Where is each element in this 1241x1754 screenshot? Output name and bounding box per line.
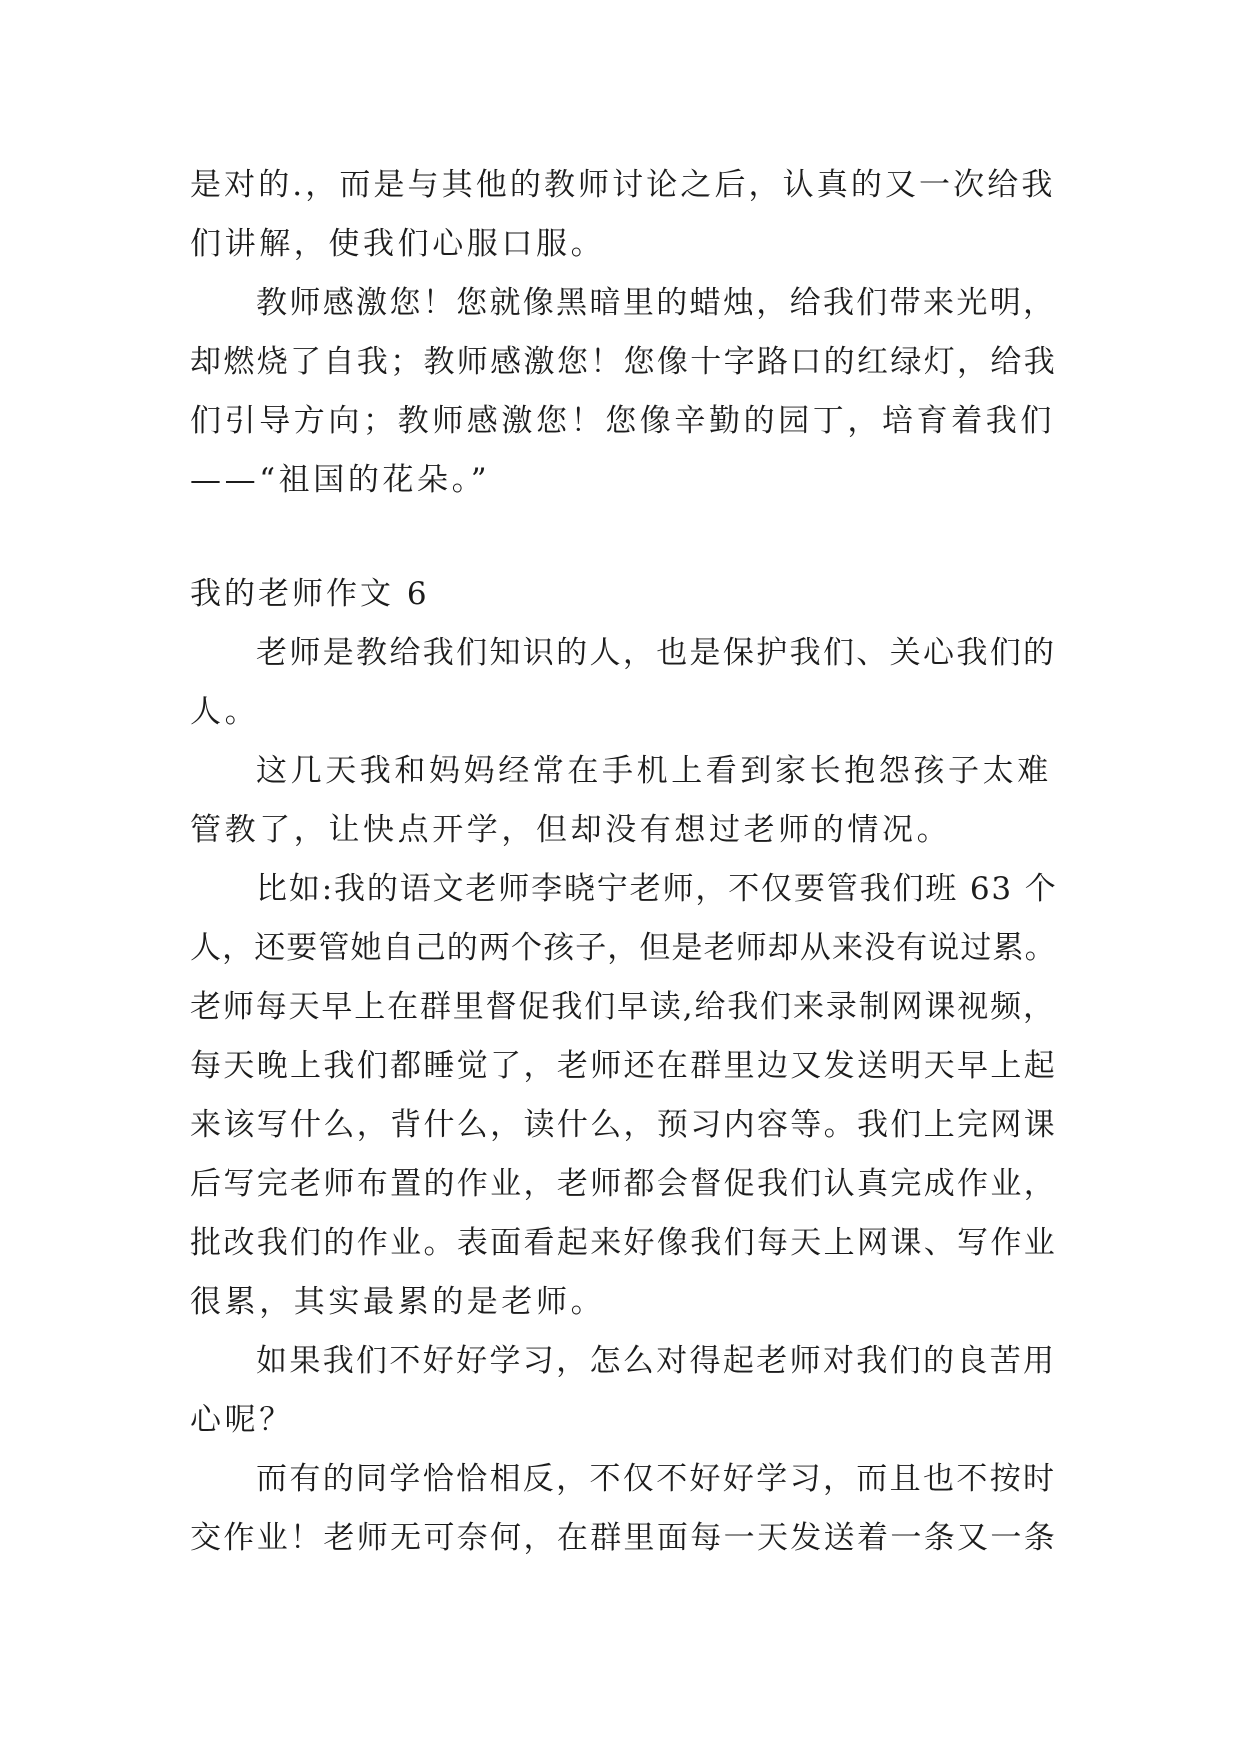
text-line: 老师是教给我们知识的人，也是保护我们、关心我们的	[256, 635, 1057, 671]
text-line: 们引导方向；教师感激您！您像辛勤的园丁，培育着我们	[190, 403, 1055, 439]
section-heading: 我的老师作文 6	[190, 576, 430, 612]
text-line: 这几天我和妈妈经常在手机上看到家长抱怨孩子太难	[256, 753, 1052, 789]
text-line: 比如:我的语文老师李晓宁老师，不仅要管我们班 63 个	[256, 871, 1058, 907]
text-line: 每天晚上我们都睡觉了，老师还在群里边又发送明天早上起	[190, 1048, 1058, 1084]
text-line: 批改我们的作业。表面看起来好像我们每天上网课、写作业	[190, 1225, 1058, 1261]
text-line: 人。	[190, 694, 260, 730]
text-line: 教师感激您！您就像黑暗里的蜡烛，给我们带来光明，	[256, 285, 1057, 321]
text-line: 而有的同学恰恰相反，不仅不好好学习，而且也不按时	[256, 1461, 1057, 1497]
text-line: 是对的.，而是与其他的教师讨论之后，认真的又一次给我	[190, 167, 1056, 203]
text-line: 后写完老师布置的作业，老师都会督促我们认真完成作业，	[190, 1166, 1058, 1202]
text-line: 老师每天早上在群里督促我们早读,给我们来录制网课视频，	[190, 989, 1056, 1025]
text-line: 很累，其实最累的是老师。	[190, 1284, 606, 1320]
text-line: 来该写什么，背什么，读什么，预习内容等。我们上完网课	[190, 1107, 1058, 1143]
text-line: 人，还要管她自己的两个孩子，但是老师却从来没有说过累。	[190, 930, 1057, 966]
text-line: 管教了，让快点开学，但却没有想过老师的情况。	[190, 812, 952, 848]
text-line: 却燃烧了自我；教师感激您！您像十字路口的红绿灯，给我	[190, 344, 1058, 380]
text-line: 心呢？	[190, 1402, 294, 1438]
text-line: 们讲解，使我们心服口服。	[190, 226, 606, 262]
text-line: 交作业！老师无可奈何，在群里面每一天发送着一条又一条	[190, 1520, 1058, 1556]
text-line: ——“祖国的花朵。”	[190, 462, 491, 498]
text-line: 如果我们不好好学习，怎么对得起老师对我们的良苦用	[256, 1343, 1057, 1379]
